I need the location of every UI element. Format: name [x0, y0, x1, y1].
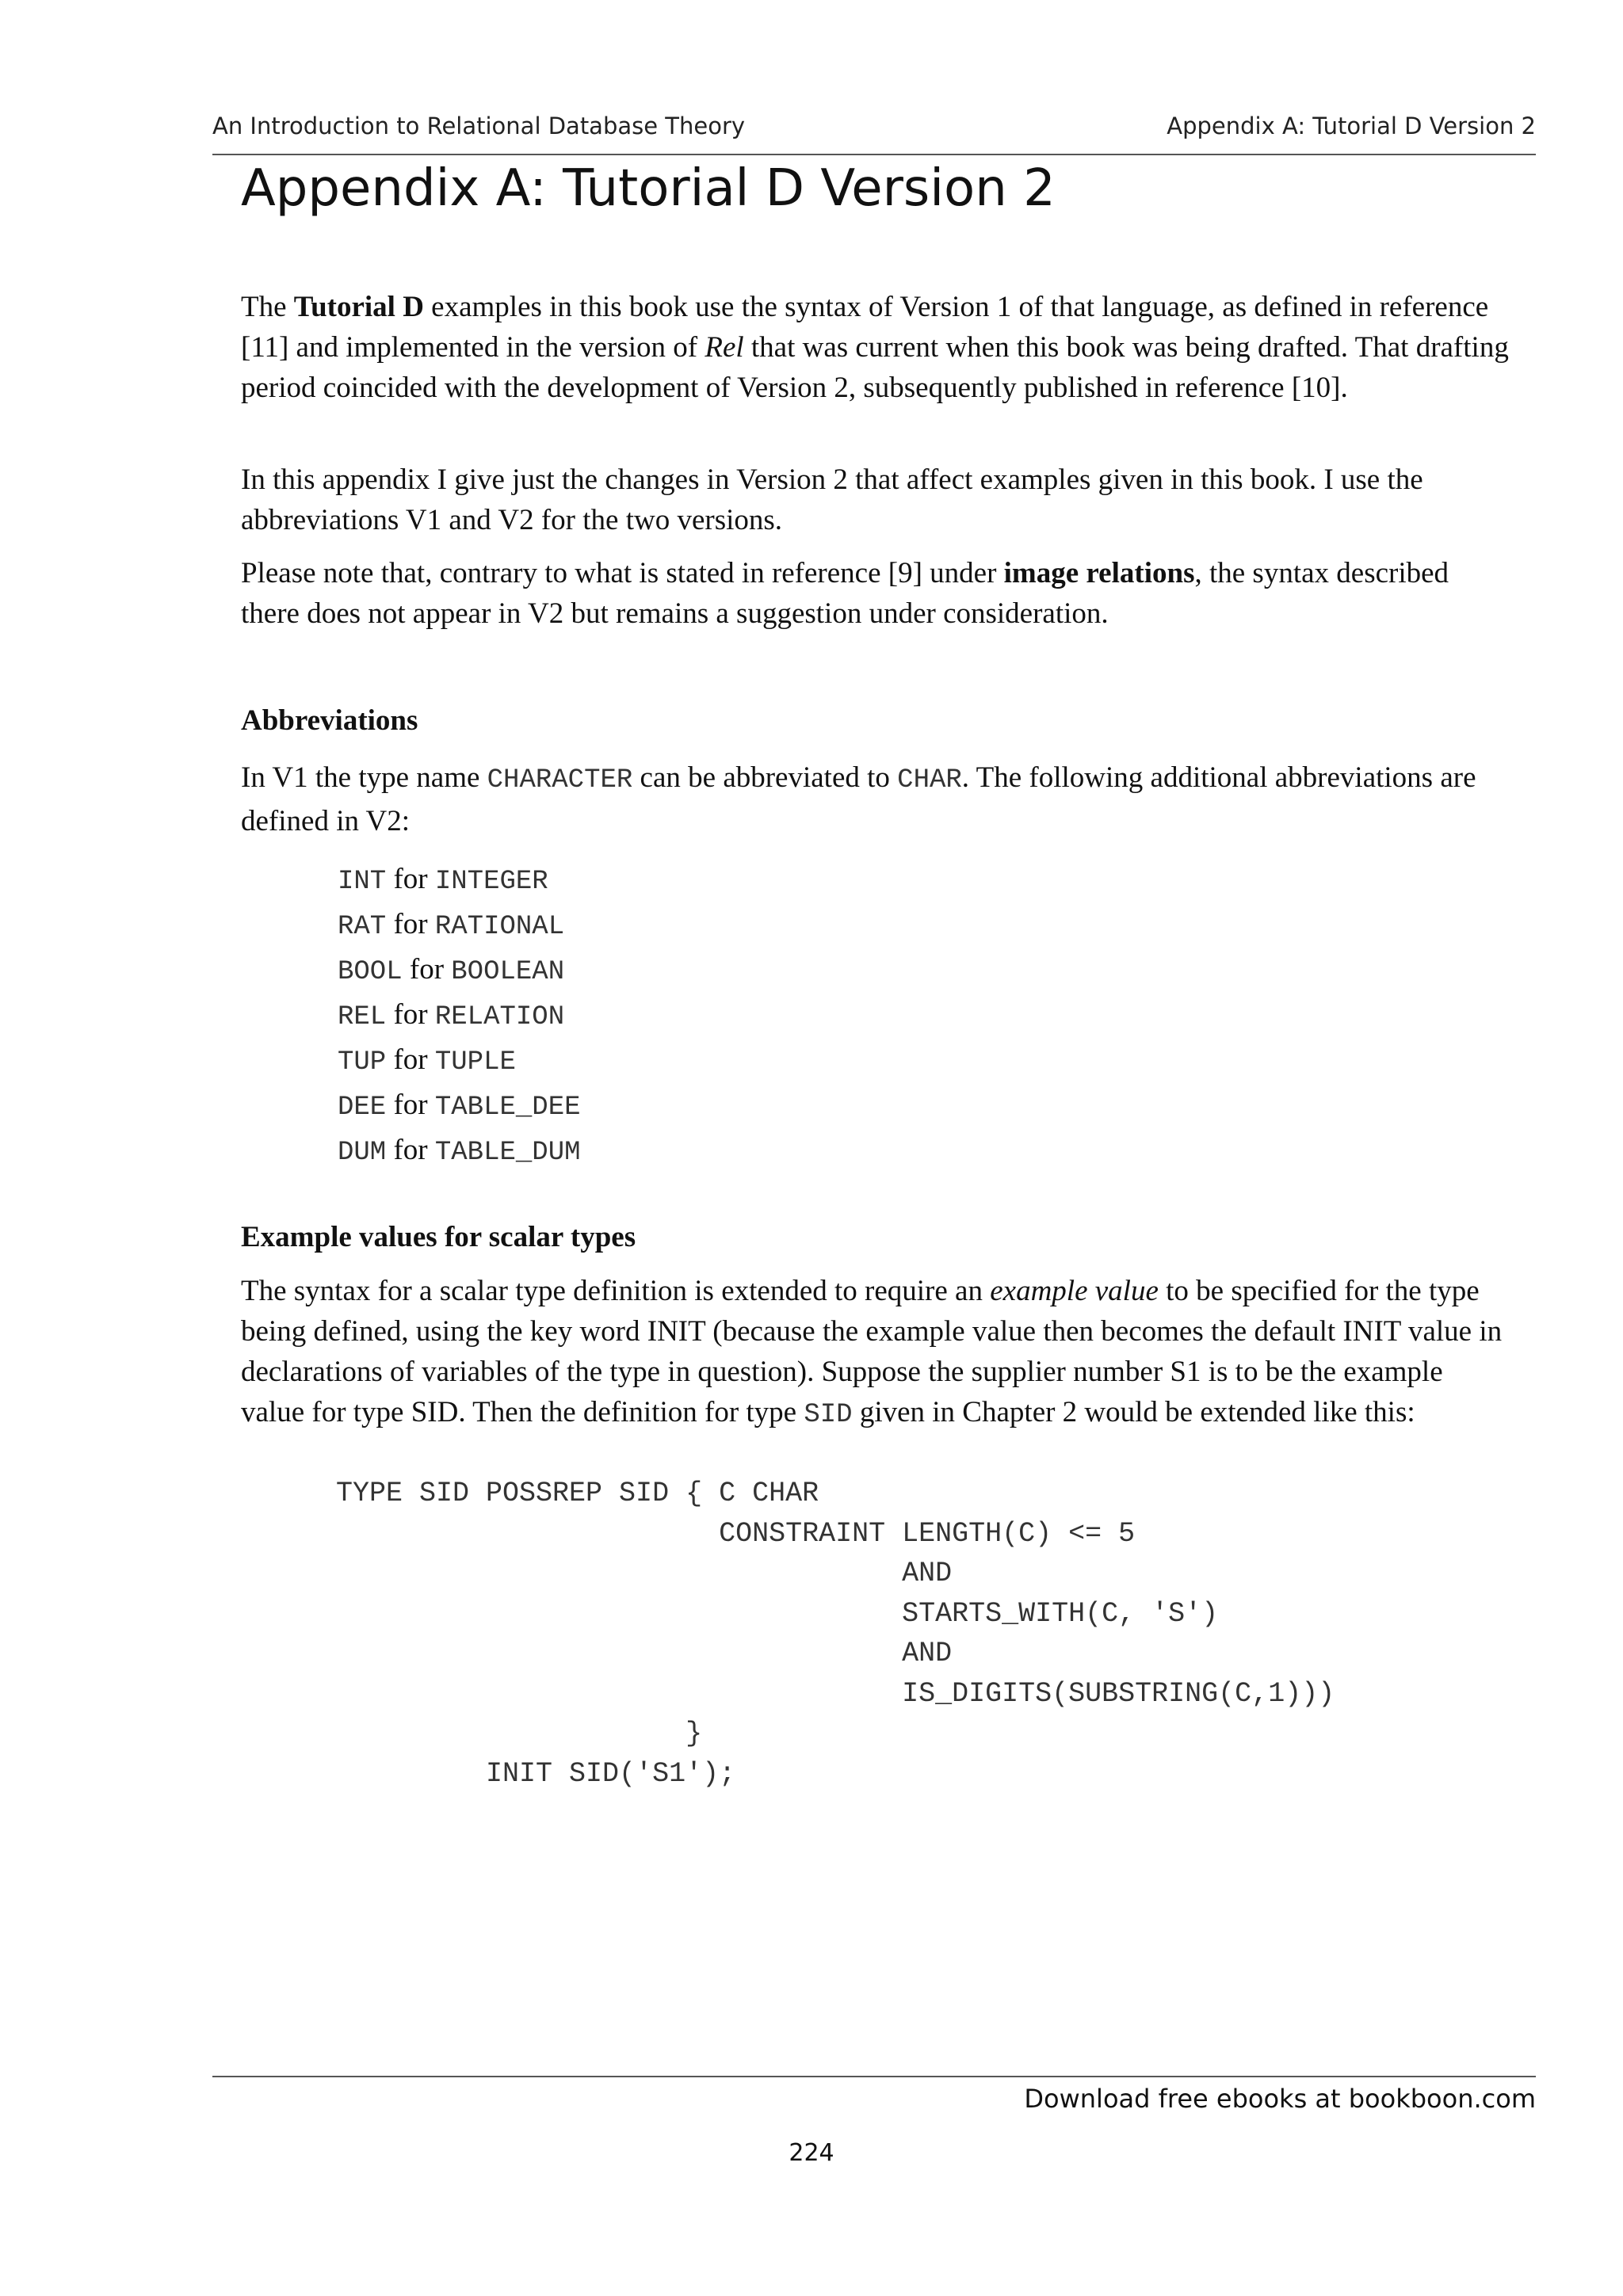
list-item: BOOL for BOOLEAN — [338, 953, 565, 987]
tutorial-d-bold: Tutorial D — [293, 291, 424, 323]
footer-download-link[interactable]: Download free ebooks at bookboon.com — [1024, 2084, 1536, 2114]
list-item: TUP for TUPLE — [338, 1043, 516, 1077]
abbreviations-intro: In V1 the type name CHARACTER can be abbreviated to CHAR. The following additional abbreviations are defined in V2: — [241, 761, 1476, 837]
list-item: REL for RELATION — [338, 998, 565, 1032]
code-sid: SID — [804, 1400, 853, 1430]
running-header-book-title: An Introduction to Relational Database Theory — [212, 113, 746, 139]
scalar-types-heading: Example values for scalar types — [241, 1221, 636, 1253]
header-divider — [212, 154, 1536, 155]
intro-paragraph-1: The Tutorial D examples in this book use the syntax of Version 1 of that language, as defined in reference [11] and implemented in the version of Rel that was current when this book was being drafted. That drafting period coincided with the development of Version 2, subsequently published in reference [10]. — [241, 291, 1509, 404]
intro-paragraph-3: Please note that, contrary to what is stated in reference [9] under image relations, the syntax described there does not appear in V2 but remains a suggestion under consideration. — [241, 557, 1449, 630]
page-title: Appendix A: Tutorial D Version 2 — [241, 159, 1056, 218]
code-char: CHAR — [897, 765, 962, 795]
list-item: DUM for TABLE_DUM — [338, 1134, 581, 1168]
list-item: DEE for TABLE_DEE — [338, 1089, 581, 1123]
footer-divider — [212, 2076, 1536, 2077]
running-header-chapter: Appendix A: Tutorial D Version 2 — [1167, 113, 1536, 139]
image-relations-bold: image relations — [1003, 557, 1195, 589]
code-block-type-sid: TYPE SID POSSREP SID { C CHAR CONSTRAINT LENGTH(C) <= 5 AND STARTS_WITH(C, 'S') AND IS_DIGITS(SUBSTRING(C,1))) } INIT SID('S1'); — [336, 1478, 1335, 1790]
page-number: 224 — [789, 2139, 834, 2167]
scalar-types-paragraph: The syntax for a scalar type definition is extended to require an example value to be specified for the type being defined, using the key word INIT (because the example value then becomes the default INIT value in declarations of variables of the type in question). Suppose the supplier number S1 is to be the example value for type SID. Then the definition for type SID given in Chapter 2 would be extended like this: — [241, 1275, 1503, 1430]
abbreviations-heading: Abbreviations — [241, 704, 418, 737]
list-item: INT for INTEGER — [338, 863, 548, 897]
code-character: CHARACTER — [487, 765, 633, 795]
rel-italic: Rel — [705, 331, 744, 364]
abbreviation-list — [338, 858, 581, 1174]
intro-paragraph-2: In this appendix I give just the changes in Version 2 that affect examples given in this book. I use the abbreviations V1 and V2 for the two versions. — [241, 463, 1423, 536]
example-value-italic: example value — [990, 1275, 1159, 1307]
list-item: RAT for RATIONAL — [338, 908, 565, 942]
